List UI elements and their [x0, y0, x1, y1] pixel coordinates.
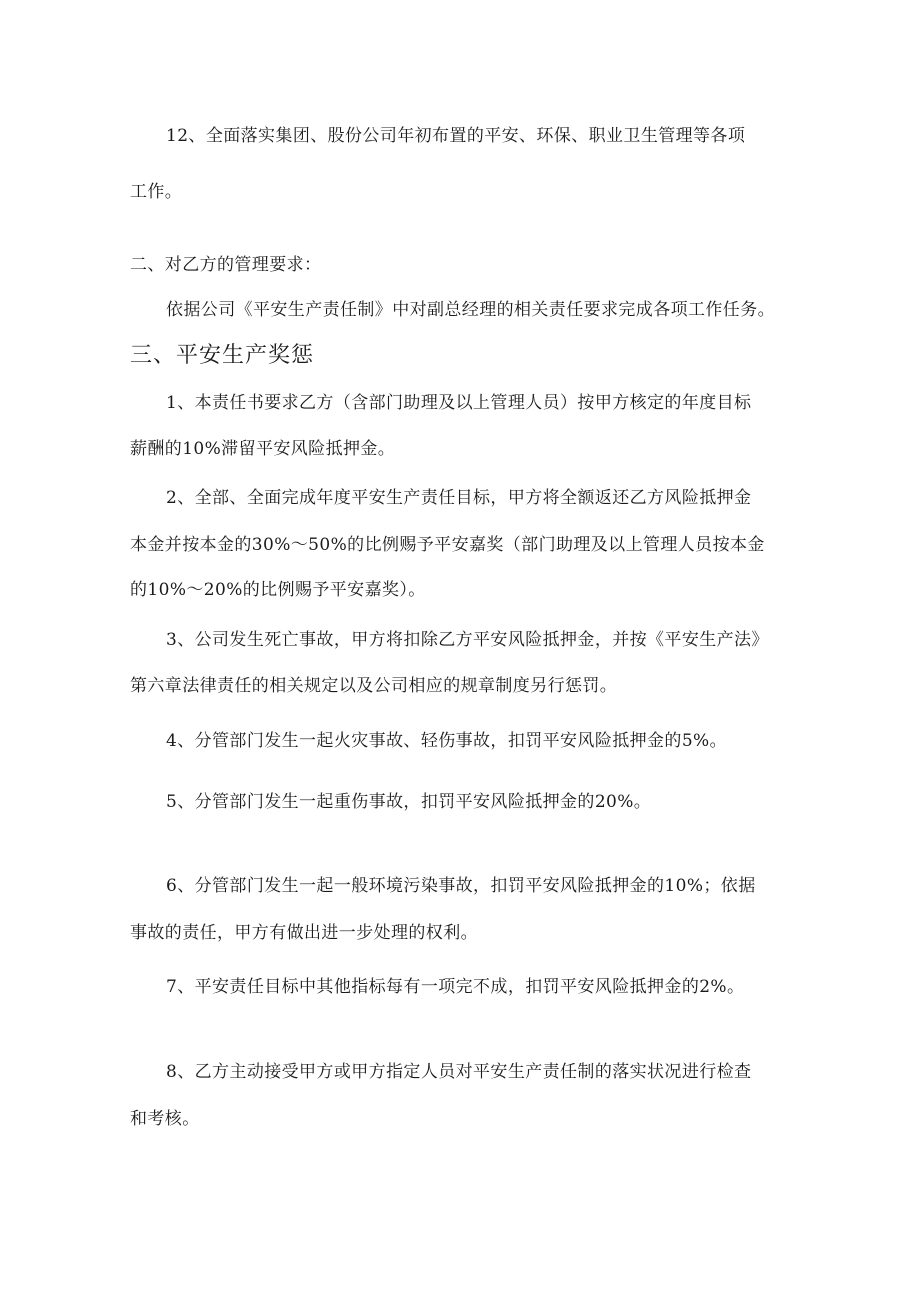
item-3-line-1: 3、公司发生死亡事故，甲方将扣除乙方平安风险抵押金，并按《平安生产法》	[166, 630, 769, 650]
section-3-heading: 三、平安生产奖惩	[130, 343, 315, 368]
item-6-line-2: 事故的责任，甲方有做出进一步处理的权利。	[130, 923, 478, 943]
item-5-line-1: 5、分管部门发生一起重伤事故，扣罚平安风险抵押金的20%。	[166, 792, 652, 812]
item-2-line-1: 2、全部、全面完成年度平安生产责任目标，甲方将全额返还乙方风险抵押金	[166, 488, 752, 508]
item-8-line-1: 8、乙方主动接受甲方或甲方指定人员对平安生产责任制的落实状况进行检查	[166, 1062, 752, 1082]
item-7-line-1: 7、平安责任目标中其他指标每有一项完不成，扣罚平安风险抵押金的2%。	[166, 977, 745, 997]
item-1-line-2: 薪酬的10%滞留平安风险抵押金。	[130, 439, 396, 459]
item-12-line-2: 工作。	[130, 182, 183, 202]
item-12-line-1: 12、全面落实集团、股份公司年初布置的平安、环保、职业卫生管理等各项	[166, 126, 746, 146]
item-8-line-2: 和考核。	[130, 1109, 200, 1129]
section-2-heading: 二、对乙方的管理要求：	[130, 255, 322, 275]
item-3-line-2: 第六章法律责任的相关规定以及公司相应的规章制度另行惩罚。	[130, 676, 618, 696]
item-2-line-3: 的10%～20%的比例赐予平安嘉奖）。	[130, 580, 426, 600]
section-2-body: 依据公司《平安生产责任制》中对副总经理的相关责任要求完成各项工作任务。	[166, 300, 775, 320]
item-6-line-1: 6、分管部门发生一起一般环境污染事故，扣罚平安风险抵押金的10%；依据	[166, 876, 756, 896]
item-4-line-1: 4、分管部门发生一起火灾事故、轻伤事故，扣罚平安风险抵押金的5%。	[166, 731, 727, 751]
item-1-line-1: 1、本责任书要求乙方（含部门助理及以上管理人员）按甲方核定的年度目标	[166, 393, 752, 413]
item-2-line-2: 本金并按本金的30%～50%的比例赐予平安嘉奖（部门助理及以上管理人员按本金	[130, 535, 765, 555]
